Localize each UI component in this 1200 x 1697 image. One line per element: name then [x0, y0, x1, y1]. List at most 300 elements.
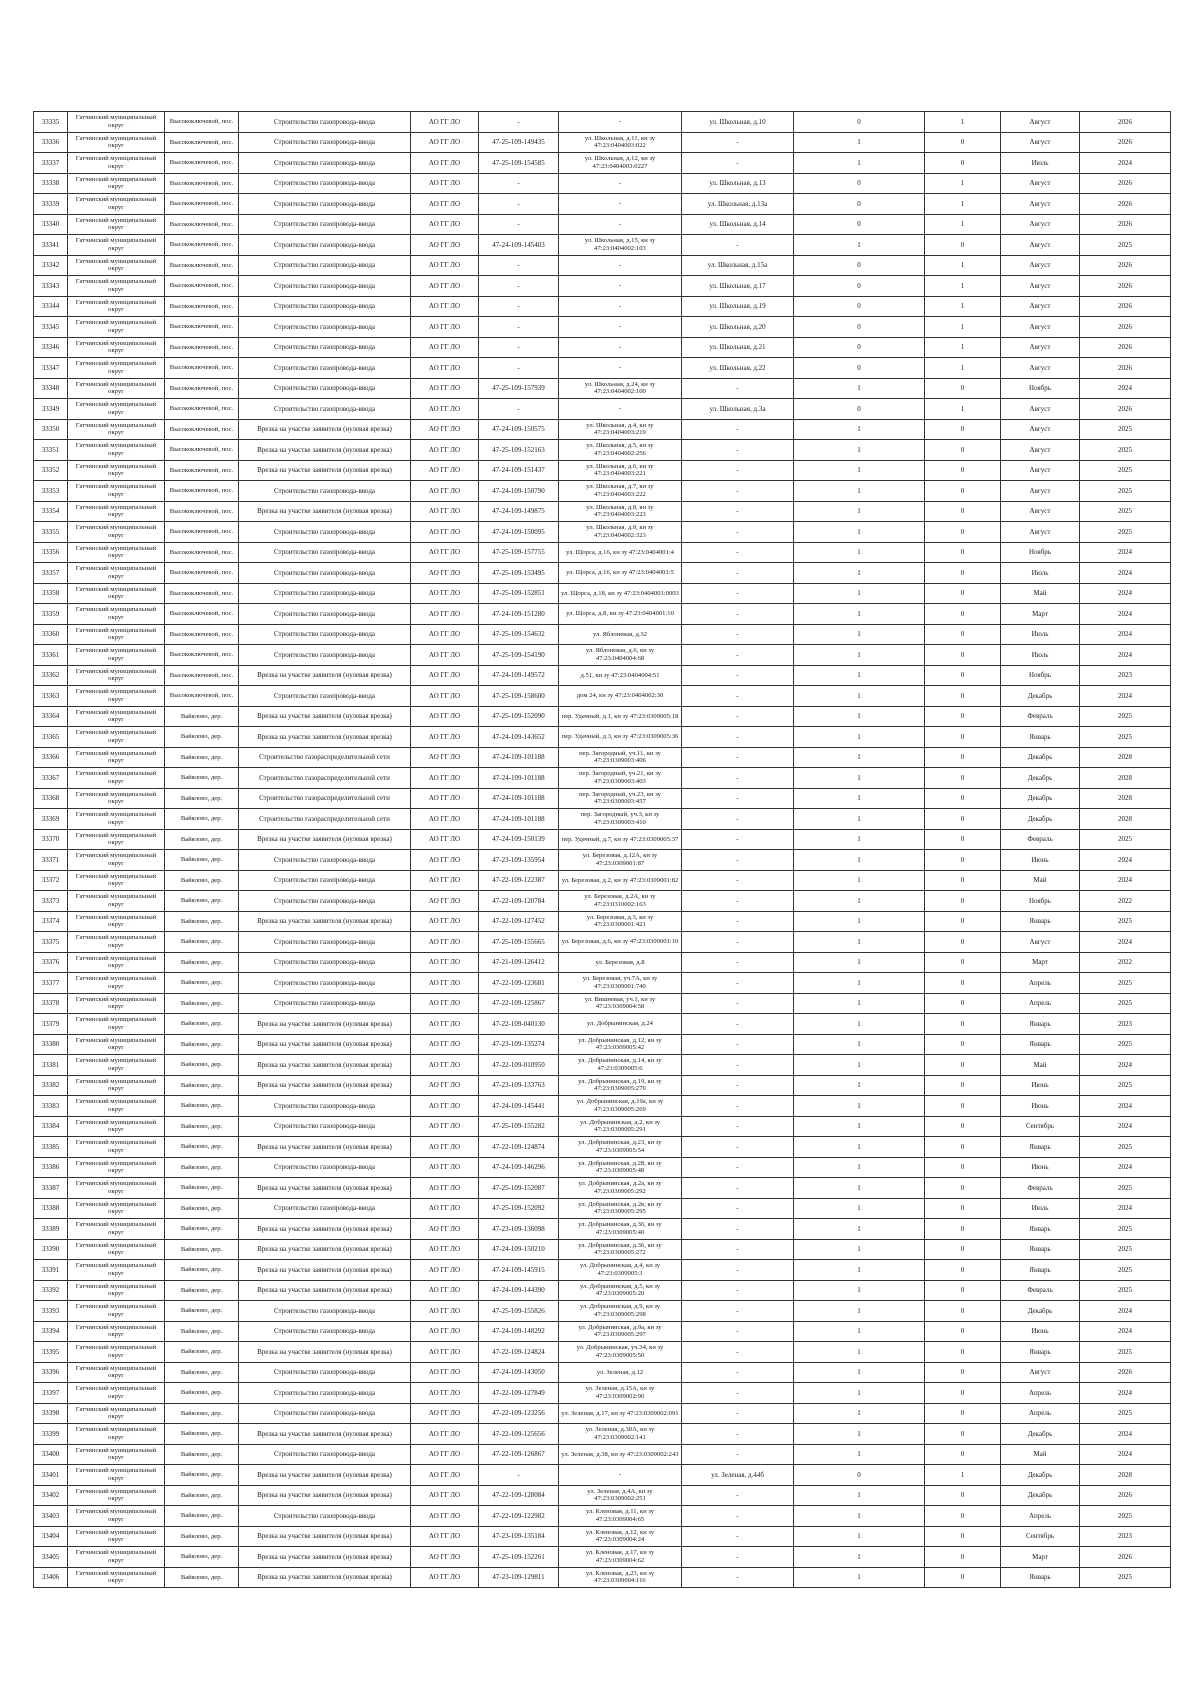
flag-a-cell: 1: [794, 378, 925, 399]
contract-number-cell: 47-22-109-122982: [479, 1506, 559, 1527]
settlement-cell: Высокоключевой, пос.: [165, 235, 239, 256]
organization-cell: АО ГГ ЛО: [411, 337, 479, 358]
contract-number-cell: 47-24-109-143652: [479, 727, 559, 748]
work-type-cell: Строительство газораспределительной сети: [239, 809, 411, 830]
row-number-cell: 33343: [34, 276, 68, 297]
flag-b-cell: 0: [925, 1567, 1001, 1588]
work-type-cell: Строительство газопровода-ввода: [239, 624, 411, 645]
district-cell: Гатчинский муниципальный округ: [68, 440, 165, 461]
flag-a-cell: 1: [794, 583, 925, 604]
flag-b-cell: 0: [925, 1055, 1001, 1076]
settlement-cell: Вайялово, дер.: [165, 1526, 239, 1547]
address-cell: ул. Зеленая, д.44б: [682, 1465, 794, 1486]
contract-number-cell: 47-24-109-145403: [479, 235, 559, 256]
contract-number-cell: 47-24-109-149875: [479, 501, 559, 522]
flag-a-cell: 1: [794, 1198, 925, 1219]
organization-cell: АО ГГ ЛО: [411, 624, 479, 645]
flag-a-cell: 1: [794, 1034, 925, 1055]
address-cell: -: [682, 1239, 794, 1260]
row-number-cell: 33367: [34, 768, 68, 789]
contract-number-cell: -: [479, 399, 559, 420]
row-number-cell: 33355: [34, 522, 68, 543]
district-cell: Гатчинский муниципальный округ: [68, 706, 165, 727]
table-row: [34, 1383, 1171, 1404]
address-cadastral-cell: ул. Зеленая, д.17, кн зу 47:23:0309002:091: [559, 1403, 682, 1424]
month-cell: Август: [1001, 440, 1080, 461]
contract-number-cell: 47-22-109-128084: [479, 1485, 559, 1506]
flag-a-cell: 1: [794, 1157, 925, 1178]
contract-number-cell: -: [479, 276, 559, 297]
work-type-cell: Строительство газопровода-ввода: [239, 1506, 411, 1527]
district-cell: Гатчинский муниципальный округ: [68, 563, 165, 584]
organization-cell: АО ГГ ЛО: [411, 911, 479, 932]
district-cell: Гатчинский муниципальный округ: [68, 378, 165, 399]
flag-a-cell: 1: [794, 235, 925, 256]
contract-number-cell: 47-22-109-120784: [479, 891, 559, 912]
table-row: [34, 706, 1171, 727]
address-cadastral-cell: ул. Зеленая, д.4А, кн зу 47:23:0309002:251: [559, 1485, 682, 1506]
address-cadastral-cell: ул. Добрынинская, д.9а, кн зу 47:23:0309005:297: [559, 1321, 682, 1342]
row-number-cell: 33373: [34, 891, 68, 912]
address-cell: -: [682, 1137, 794, 1158]
flag-a-cell: 1: [794, 1444, 925, 1465]
month-cell: Июнь: [1001, 1321, 1080, 1342]
work-type-cell: Строительство газопровода-ввода: [239, 378, 411, 399]
address-cell: -: [682, 870, 794, 891]
flag-b-cell: 1: [925, 214, 1001, 235]
flag-b-cell: 0: [925, 706, 1001, 727]
address-cell: ул. Школьная, д.15а: [682, 255, 794, 276]
flag-a-cell: 1: [794, 1321, 925, 1342]
month-cell: Апрель: [1001, 993, 1080, 1014]
district-cell: Гатчинский муниципальный округ: [68, 1301, 165, 1322]
settlement-cell: Высокоключевой, пос.: [165, 604, 239, 625]
year-cell: 2025: [1080, 973, 1171, 994]
flag-b-cell: 0: [925, 1239, 1001, 1260]
district-cell: Гатчинский муниципальный округ: [68, 1342, 165, 1363]
row-number-cell: 33386: [34, 1157, 68, 1178]
year-cell: 2025: [1080, 481, 1171, 502]
district-cell: Гатчинский муниципальный округ: [68, 419, 165, 440]
address-cadastral-cell: ул. Добрынинская, д.2а, кн зу 47:23:0309005:292: [559, 1178, 682, 1199]
settlement-cell: Вайялово, дер.: [165, 1465, 239, 1486]
address-cadastral-cell: ул. Березовая, д.6, кн зу 47:23:0309001:10: [559, 932, 682, 953]
year-cell: 2024: [1080, 153, 1171, 174]
contract-number-cell: 47-22-109-040130: [479, 1014, 559, 1035]
month-cell: Январь: [1001, 1219, 1080, 1240]
table-row: [34, 1137, 1171, 1158]
district-cell: Гатчинский муниципальный округ: [68, 1465, 165, 1486]
organization-cell: АО ГГ ЛО: [411, 645, 479, 666]
contract-number-cell: 47-22-109-124874: [479, 1137, 559, 1158]
organization-cell: АО ГГ ЛО: [411, 378, 479, 399]
row-number-cell: 33379: [34, 1014, 68, 1035]
settlement-cell: Высокоключевой, пос.: [165, 419, 239, 440]
flag-b-cell: 1: [925, 358, 1001, 379]
work-type-cell: Врезка на участке заявителя (нулевая врезка): [239, 419, 411, 440]
flag-b-cell: 1: [925, 173, 1001, 194]
table-row: [34, 829, 1171, 850]
contract-number-cell: 47-22-109-123256: [479, 1403, 559, 1424]
contract-number-cell: 47-24-109-150139: [479, 829, 559, 850]
table-row: [34, 173, 1171, 194]
address-cell: -: [682, 911, 794, 932]
contract-number-cell: 47-25-109-157755: [479, 542, 559, 563]
row-number-cell: 33347: [34, 358, 68, 379]
table-row: [34, 624, 1171, 645]
address-cadastral-cell: ул. Березовая, д.3, кн зу 47:23:0309001:421: [559, 911, 682, 932]
row-number-cell: 33371: [34, 850, 68, 871]
table-row: [34, 399, 1171, 420]
flag-a-cell: 1: [794, 440, 925, 461]
row-number-cell: 33396: [34, 1362, 68, 1383]
table-row: [34, 1465, 1171, 1486]
year-cell: 2025: [1080, 706, 1171, 727]
address-cadastral-cell: ул. Березовая, д.8: [559, 952, 682, 973]
row-number-cell: 33365: [34, 727, 68, 748]
flag-b-cell: 0: [925, 1280, 1001, 1301]
contract-number-cell: 47-22-109-122387: [479, 870, 559, 891]
district-cell: Гатчинский муниципальный округ: [68, 645, 165, 666]
flag-b-cell: 0: [925, 501, 1001, 522]
address-cell: -: [682, 522, 794, 543]
address-cadastral-cell: ул. Школьная, д.11, кн зу 47:23:0404003:022: [559, 132, 682, 153]
year-cell: 2023: [1080, 665, 1171, 686]
organization-cell: АО ГГ ЛО: [411, 768, 479, 789]
work-type-cell: Строительство газопровода-ввода: [239, 932, 411, 953]
year-cell: 2025: [1080, 1403, 1171, 1424]
settlement-cell: Вайялово, дер.: [165, 932, 239, 953]
table-row: [34, 1321, 1171, 1342]
table-row: [34, 317, 1171, 338]
organization-cell: АО ГГ ЛО: [411, 358, 479, 379]
address-cadastral-cell: ул. Школьная, д.6, кн зу 47:23:0404003:221: [559, 460, 682, 481]
organization-cell: АО ГГ ЛО: [411, 1198, 479, 1219]
address-cadastral-cell: пер. Удачный, д.1, кн зу 47:23:0309005:18: [559, 706, 682, 727]
flag-b-cell: 0: [925, 645, 1001, 666]
settlement-cell: Вайялово, дер.: [165, 809, 239, 830]
row-number-cell: 33368: [34, 788, 68, 809]
month-cell: Декабрь: [1001, 686, 1080, 707]
month-cell: Ноябрь: [1001, 665, 1080, 686]
month-cell: Август: [1001, 337, 1080, 358]
address-cell: -: [682, 1321, 794, 1342]
address-cell: -: [682, 1096, 794, 1117]
flag-a-cell: 1: [794, 542, 925, 563]
month-cell: Май: [1001, 870, 1080, 891]
year-cell: 2024: [1080, 1383, 1171, 1404]
organization-cell: АО ГГ ЛО: [411, 481, 479, 502]
flag-b-cell: 0: [925, 604, 1001, 625]
row-number-cell: 33390: [34, 1239, 68, 1260]
organization-cell: АО ГГ ЛО: [411, 1116, 479, 1137]
month-cell: Февраль: [1001, 1280, 1080, 1301]
row-number-cell: 33361: [34, 645, 68, 666]
flag-b-cell: 0: [925, 1075, 1001, 1096]
flag-b-cell: 1: [925, 255, 1001, 276]
organization-cell: АО ГГ ЛО: [411, 440, 479, 461]
organization-cell: АО ГГ ЛО: [411, 1526, 479, 1547]
settlement-cell: Высокоключевой, пос.: [165, 440, 239, 461]
settlement-cell: Высокоключевой, пос.: [165, 645, 239, 666]
row-number-cell: 33389: [34, 1219, 68, 1240]
flag-b-cell: 0: [925, 132, 1001, 153]
work-type-cell: Строительство газораспределительной сети: [239, 747, 411, 768]
contract-number-cell: 47-25-109-152163: [479, 440, 559, 461]
contract-number-cell: 47-22-109-010950: [479, 1055, 559, 1076]
flag-a-cell: 1: [794, 1362, 925, 1383]
address-cell: -: [682, 1301, 794, 1322]
month-cell: Декабрь: [1001, 747, 1080, 768]
flag-b-cell: 0: [925, 1014, 1001, 1035]
flag-b-cell: 0: [925, 1157, 1001, 1178]
settlement-cell: Вайялово, дер.: [165, 1280, 239, 1301]
work-type-cell: Врезка на участке заявителя (нулевая врезка): [239, 460, 411, 481]
flag-b-cell: 0: [925, 768, 1001, 789]
table-row: [34, 747, 1171, 768]
table-row: [34, 1116, 1171, 1137]
address-cadastral-cell: ул. Добрынинская, д.36, кн зу 47:23:0309005:40: [559, 1219, 682, 1240]
table-row: [34, 1444, 1171, 1465]
settlement-cell: Вайялово, дер.: [165, 1116, 239, 1137]
work-type-cell: Строительство газопровода-ввода: [239, 1403, 411, 1424]
address-cell: -: [682, 1034, 794, 1055]
district-cell: Гатчинский муниципальный округ: [68, 604, 165, 625]
address-cell: -: [682, 1260, 794, 1281]
settlement-cell: Вайялово, дер.: [165, 1239, 239, 1260]
contract-number-cell: 47-24-109-144390: [479, 1280, 559, 1301]
address-cadastral-cell: ул. Школьная, д.8, кн зу 47:23:0404003:223: [559, 501, 682, 522]
contract-number-cell: -: [479, 255, 559, 276]
district-cell: Гатчинский муниципальный округ: [68, 481, 165, 502]
district-cell: Гатчинский муниципальный округ: [68, 891, 165, 912]
table-row: [34, 1075, 1171, 1096]
flag-b-cell: 0: [925, 1301, 1001, 1322]
district-cell: Гатчинский муниципальный округ: [68, 153, 165, 174]
row-number-cell: 33401: [34, 1465, 68, 1486]
flag-a-cell: 1: [794, 419, 925, 440]
address-cadastral-cell: -: [559, 112, 682, 133]
address-cadastral-cell: ул. Добрынинская, д.19а, кн зу 47:23:0309005:269: [559, 1096, 682, 1117]
settlement-cell: Вайялово, дер.: [165, 1137, 239, 1158]
work-type-cell: Строительство газопровода-ввода: [239, 1321, 411, 1342]
flag-b-cell: 0: [925, 378, 1001, 399]
table-row: [34, 501, 1171, 522]
year-cell: 2025: [1080, 1506, 1171, 1527]
year-cell: 2025: [1080, 1219, 1171, 1240]
settlement-cell: Высокоключевой, пос.: [165, 481, 239, 502]
month-cell: Ноябрь: [1001, 891, 1080, 912]
year-cell: 2026: [1080, 255, 1171, 276]
organization-cell: АО ГГ ЛО: [411, 235, 479, 256]
organization-cell: АО ГГ ЛО: [411, 1362, 479, 1383]
row-number-cell: 33380: [34, 1034, 68, 1055]
address-cadastral-cell: ул. Школьная, д.4, кн зу 47:23:0404003:219: [559, 419, 682, 440]
flag-b-cell: 1: [925, 276, 1001, 297]
work-type-cell: Строительство газопровода-ввода: [239, 1444, 411, 1465]
row-number-cell: 33348: [34, 378, 68, 399]
organization-cell: АО ГГ ЛО: [411, 1280, 479, 1301]
flag-b-cell: 0: [925, 686, 1001, 707]
address-cadastral-cell: ул. Добрынинская, д.12, кн зу 47:23:0309005:42: [559, 1034, 682, 1055]
flag-b-cell: 0: [925, 1321, 1001, 1342]
organization-cell: АО ГГ ЛО: [411, 1321, 479, 1342]
district-cell: Гатчинский муниципальный округ: [68, 501, 165, 522]
flag-b-cell: 0: [925, 440, 1001, 461]
address-cell: -: [682, 583, 794, 604]
table-row: [34, 788, 1171, 809]
work-type-cell: Строительство газораспределительной сети: [239, 788, 411, 809]
flag-a-cell: 1: [794, 1403, 925, 1424]
district-cell: Гатчинский муниципальный округ: [68, 358, 165, 379]
row-number-cell: 33342: [34, 255, 68, 276]
row-number-cell: 33345: [34, 317, 68, 338]
table-row: [34, 563, 1171, 584]
row-number-cell: 33399: [34, 1424, 68, 1445]
district-cell: Гатчинский муниципальный округ: [68, 1321, 165, 1342]
contract-number-cell: 47-25-109-157939: [479, 378, 559, 399]
address-cell: ул. Школьная, д.13а: [682, 194, 794, 215]
table-row: [34, 1198, 1171, 1219]
contract-number-cell: 47-25-109-158600: [479, 686, 559, 707]
year-cell: 2026: [1080, 358, 1171, 379]
row-number-cell: 33369: [34, 809, 68, 830]
work-type-cell: Врезка на участке заявителя (нулевая врезка): [239, 1547, 411, 1568]
month-cell: Июнь: [1001, 1157, 1080, 1178]
row-number-cell: 33377: [34, 973, 68, 994]
address-cell: -: [682, 378, 794, 399]
address-cadastral-cell: ул. Добрынинская, д.2, кн зу 47:23:0309005:291: [559, 1116, 682, 1137]
address-cadastral-cell: -: [559, 194, 682, 215]
flag-b-cell: 0: [925, 1260, 1001, 1281]
work-type-cell: Строительство газопровода-ввода: [239, 850, 411, 871]
table-row: [34, 542, 1171, 563]
flag-b-cell: 0: [925, 153, 1001, 174]
flag-a-cell: 1: [794, 153, 925, 174]
contract-number-cell: 47-22-109-124824: [479, 1342, 559, 1363]
settlement-cell: Вайялово, дер.: [165, 870, 239, 891]
work-type-cell: Строительство газопровода-ввода: [239, 604, 411, 625]
address-cadastral-cell: д.51, кн зу 47:23:0404004:51: [559, 665, 682, 686]
flag-a-cell: 1: [794, 501, 925, 522]
year-cell: 2024: [1080, 1157, 1171, 1178]
address-cell: -: [682, 481, 794, 502]
year-cell: 2024: [1080, 686, 1171, 707]
organization-cell: АО ГГ ЛО: [411, 870, 479, 891]
contract-number-cell: -: [479, 337, 559, 358]
organization-cell: АО ГГ ЛО: [411, 788, 479, 809]
row-number-cell: 33397: [34, 1383, 68, 1404]
work-type-cell: Врезка на участке заявителя (нулевая врезка): [239, 665, 411, 686]
row-number-cell: 33402: [34, 1485, 68, 1506]
district-cell: Гатчинский муниципальный округ: [68, 276, 165, 297]
row-number-cell: 33376: [34, 952, 68, 973]
row-number-cell: 33387: [34, 1178, 68, 1199]
district-cell: Гатчинский муниципальный округ: [68, 747, 165, 768]
address-cadastral-cell: ул. Щорса, д.16, кн зу 47:23:0404001:4: [559, 542, 682, 563]
address-cell: ул. Школьная, д.21: [682, 337, 794, 358]
contract-number-cell: 47-25-109-152261: [479, 1547, 559, 1568]
row-number-cell: 33360: [34, 624, 68, 645]
settlement-cell: Высокоключевой, пос.: [165, 563, 239, 584]
flag-a-cell: 1: [794, 727, 925, 748]
organization-cell: АО ГГ ЛО: [411, 1547, 479, 1568]
month-cell: Июль: [1001, 563, 1080, 584]
work-type-cell: Строительство газопровода-ввода: [239, 337, 411, 358]
flag-a-cell: 1: [794, 891, 925, 912]
month-cell: Май: [1001, 583, 1080, 604]
year-cell: 2024: [1080, 563, 1171, 584]
organization-cell: АО ГГ ЛО: [411, 542, 479, 563]
row-number-cell: 33336: [34, 132, 68, 153]
address-cadastral-cell: ул. Кленовая, д.11, кн зу 47:23:0309004:65: [559, 1506, 682, 1527]
month-cell: Январь: [1001, 911, 1080, 932]
year-cell: 2024: [1080, 1424, 1171, 1445]
flag-b-cell: 0: [925, 1444, 1001, 1465]
work-type-cell: Врезка на участке заявителя (нулевая врезка): [239, 706, 411, 727]
address-cell: -: [682, 563, 794, 584]
organization-cell: АО ГГ ЛО: [411, 1403, 479, 1424]
row-number-cell: 33335: [34, 112, 68, 133]
address-cadastral-cell: ул. Добрынинская, д.14, кн зу 47:23:0309005:6: [559, 1055, 682, 1076]
address-cadastral-cell: ул. Добрынинская, уч.34, кн зу 47:23:0309005:50: [559, 1342, 682, 1363]
table-row: [34, 1239, 1171, 1260]
year-cell: 2024: [1080, 542, 1171, 563]
month-cell: Апрель: [1001, 973, 1080, 994]
settlement-cell: Вайялово, дер.: [165, 973, 239, 994]
work-type-cell: Строительство газопровода-ввода: [239, 317, 411, 338]
flag-a-cell: 1: [794, 1301, 925, 1322]
month-cell: Май: [1001, 1444, 1080, 1465]
flag-a-cell: 0: [794, 358, 925, 379]
district-cell: Гатчинский муниципальный округ: [68, 542, 165, 563]
month-cell: Декабрь: [1001, 809, 1080, 830]
address-cell: -: [682, 850, 794, 871]
contract-number-cell: 47-22-109-123681: [479, 973, 559, 994]
row-number-cell: 33381: [34, 1055, 68, 1076]
year-cell: 2026: [1080, 337, 1171, 358]
table-row: [34, 1362, 1171, 1383]
organization-cell: АО ГГ ЛО: [411, 1485, 479, 1506]
year-cell: 2024: [1080, 583, 1171, 604]
year-cell: 2025: [1080, 1137, 1171, 1158]
flag-b-cell: 0: [925, 993, 1001, 1014]
district-cell: Гатчинский муниципальный округ: [68, 1239, 165, 1260]
work-type-cell: Врезка на участке заявителя (нулевая врезка): [239, 1280, 411, 1301]
address-cadastral-cell: пер. Загородный, уч.23, кн зу 47:23:0309003:457: [559, 788, 682, 809]
row-number-cell: 33354: [34, 501, 68, 522]
month-cell: Август: [1001, 522, 1080, 543]
work-type-cell: Врезка на участке заявителя (нулевая врезка): [239, 727, 411, 748]
address-cadastral-cell: ул. Школьная, д.7, кн зу 47:23:0404003:222: [559, 481, 682, 502]
address-cell: -: [682, 419, 794, 440]
contract-number-cell: 47-22-109-127849: [479, 1383, 559, 1404]
work-type-cell: Врезка на участке заявителя (нулевая врезка): [239, 1342, 411, 1363]
organization-cell: АО ГГ ЛО: [411, 1055, 479, 1076]
table-row: [34, 1403, 1171, 1424]
work-type-cell: Строительство газопровода-ввода: [239, 542, 411, 563]
district-cell: Гатчинский муниципальный округ: [68, 1178, 165, 1199]
settlement-cell: Вайялово, дер.: [165, 1383, 239, 1404]
year-cell: 2025: [1080, 1342, 1171, 1363]
district-cell: Гатчинский муниципальный округ: [68, 255, 165, 276]
table-row: [34, 1157, 1171, 1178]
address-cell: -: [682, 1198, 794, 1219]
address-cell: -: [682, 645, 794, 666]
district-cell: Гатчинский муниципальный округ: [68, 1116, 165, 1137]
work-type-cell: Строительство газопровода-ввода: [239, 276, 411, 297]
flag-a-cell: 1: [794, 809, 925, 830]
